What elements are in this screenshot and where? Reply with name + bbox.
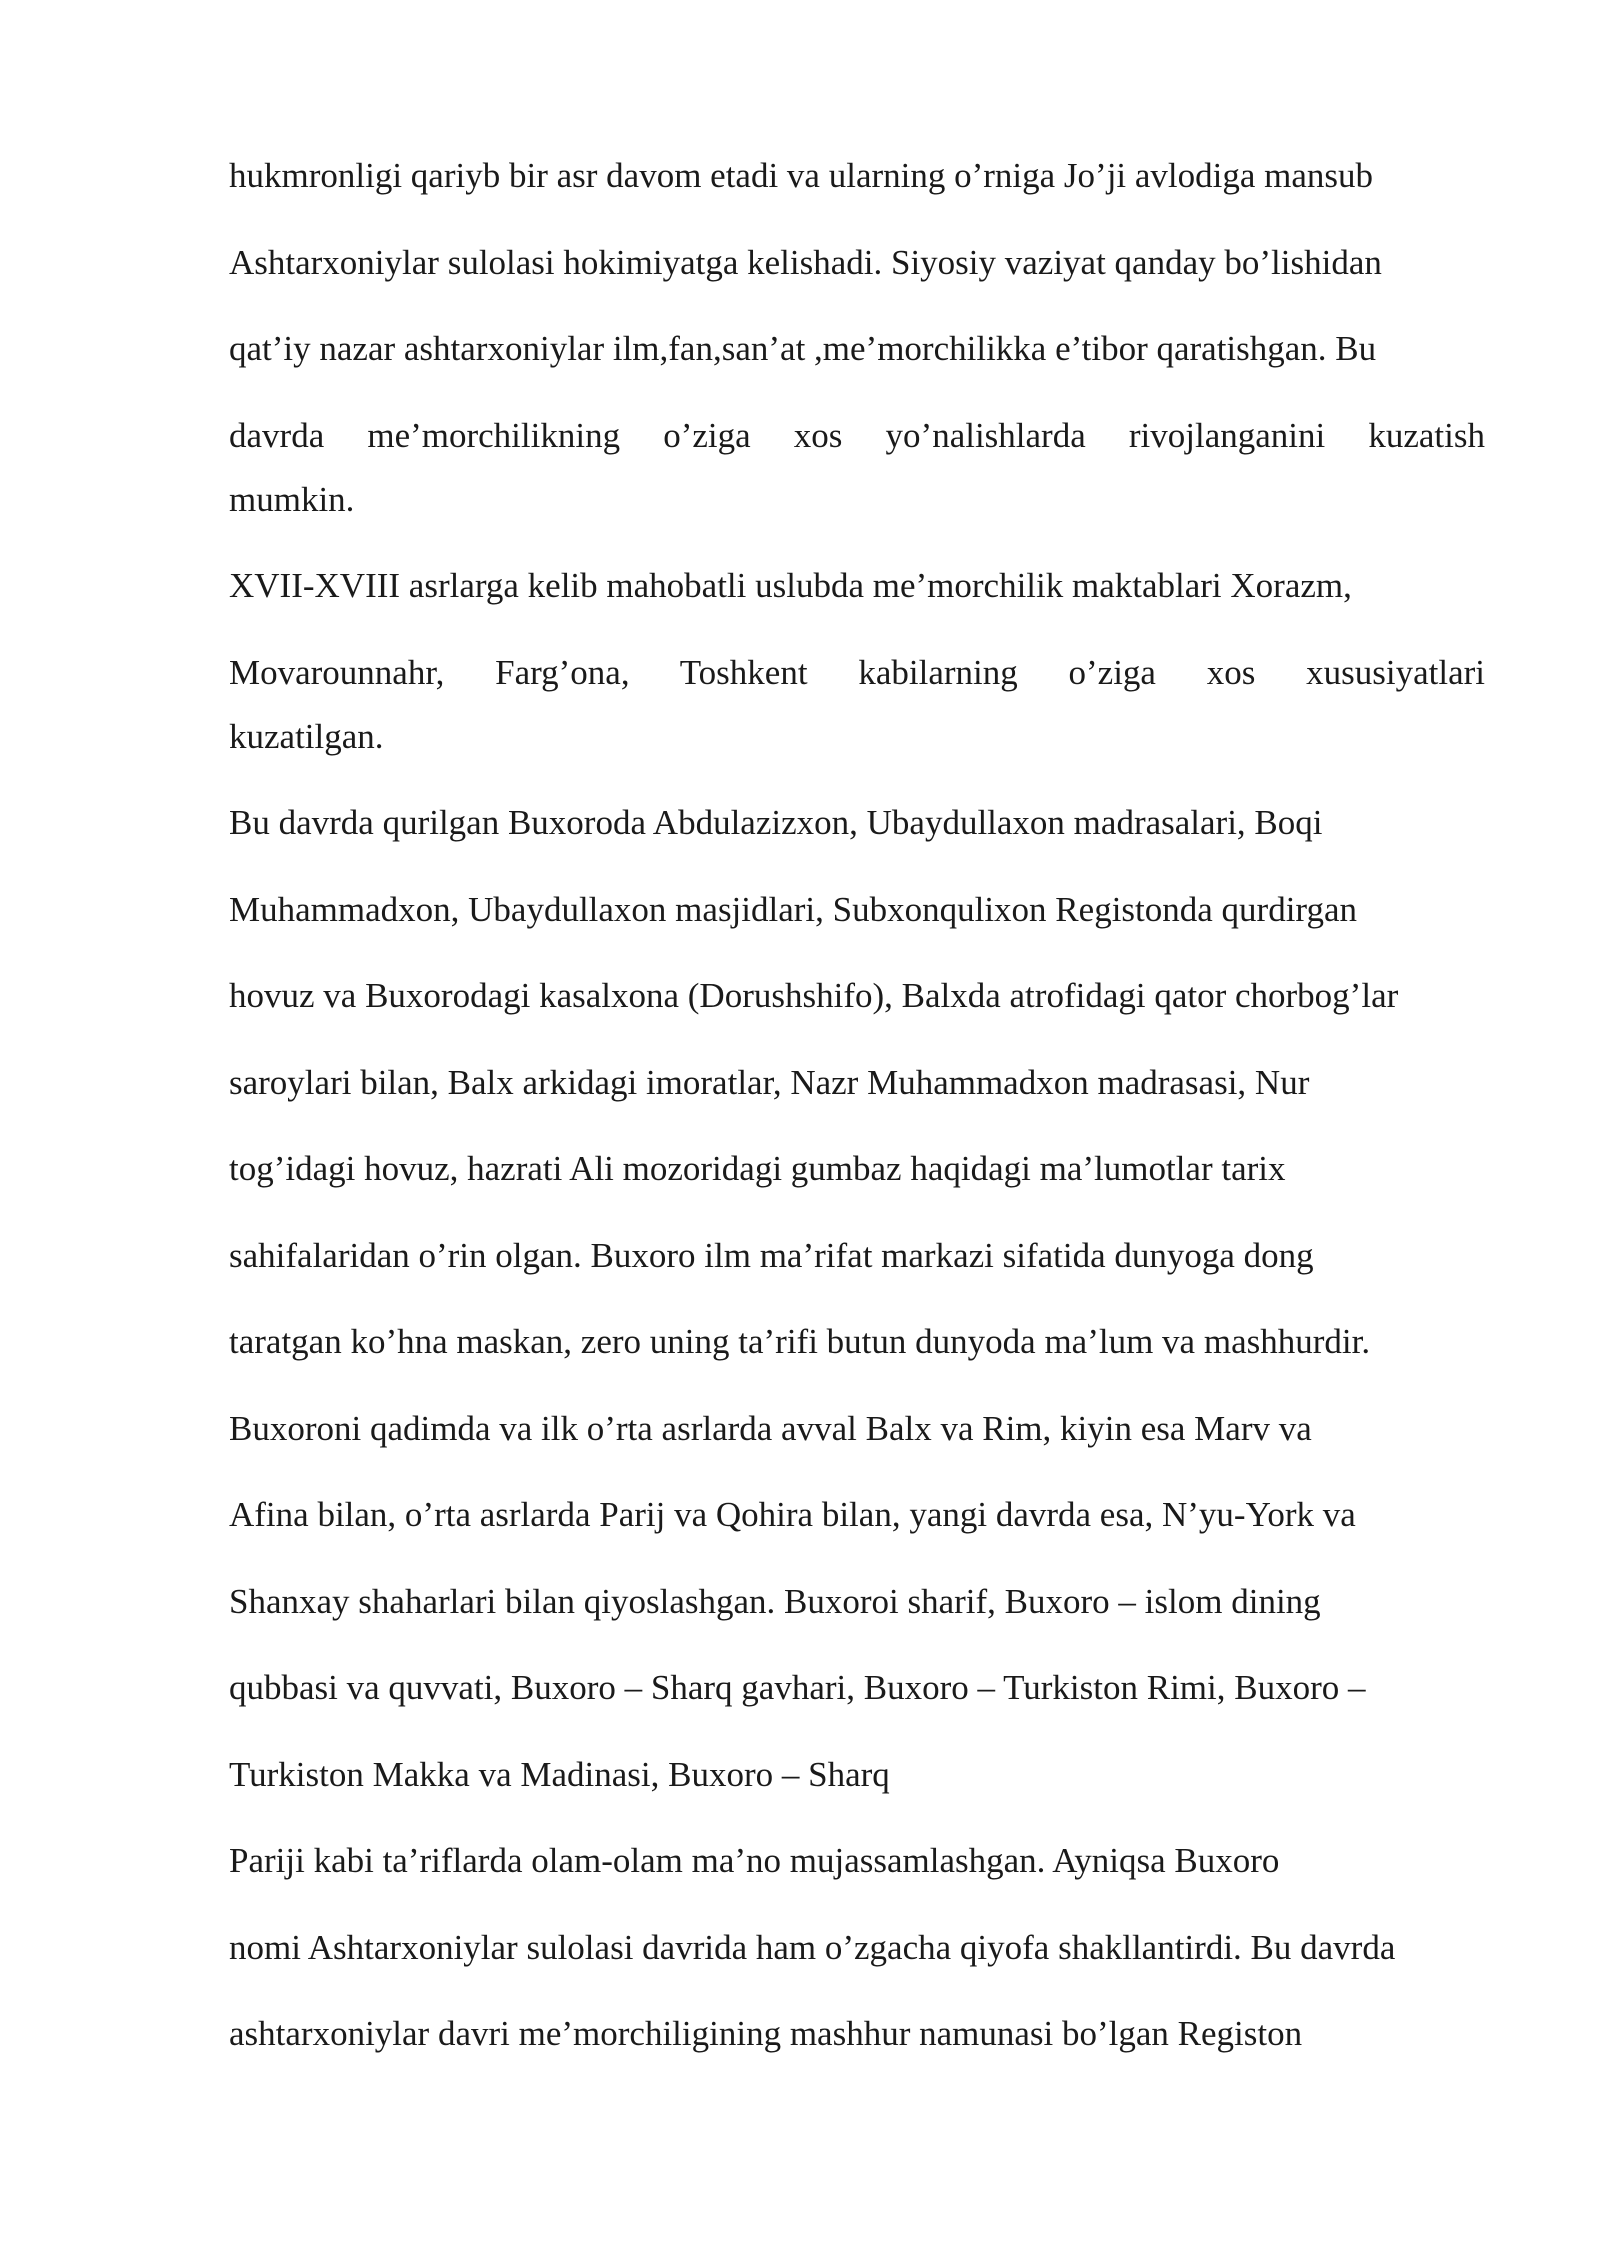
text-line: hukmronligi qariyb bir asr davom etadi va ularning o’rniga Jo’ji avlodiga mansub bbox=[229, 156, 1374, 195]
text-line: kuzatilgan. bbox=[229, 716, 384, 756]
text-line: XVII-XVIII asrlarga kelib mahobatli uslubda me’morchilik maktablari Xorazm, bbox=[229, 566, 1352, 605]
text-line: Movarounnahr, Farg’ona, Toshkent kabilarning o’ziga xos xususiyatlari bbox=[229, 652, 1485, 692]
text-line: qat’iy nazar ashtarxoniylar ilm,fan,san’at ,me’morchilikka e’tibor qaratishgan. Bu bbox=[229, 329, 1377, 368]
text-line: sahifalaridan o’rin olgan. Buxoro ilm ma’rifat markazi sifatida dunyoga dong bbox=[229, 1235, 1314, 1275]
text-line: Buxoroni qadimda va ilk o’rta asrlarda avval Balx va Rim, kiyin esa Marv va bbox=[229, 1408, 1312, 1448]
text-line: Turkiston Makka va Madinasi, Buxoro – Sharq bbox=[229, 1754, 890, 1794]
text-line: tog’idagi hovuz, hazrati Ali mozoridagi gumbaz haqidagi ma’lumotlar tarix bbox=[229, 1149, 1286, 1188]
text-line: nomi Ashtarxoniylar sulolasi davrida ham o’zgacha qiyofa shakllantirdi. Bu davrda bbox=[229, 1927, 1396, 1967]
text-line: Ashtarxoniylar sulolasi hokimiyatga kelishadi. Siyosiy vaziyat qanday bo’lishidan bbox=[229, 242, 1382, 282]
text-line: davrda me’morchilikning o’ziga xos yo’nalishlarda rivojlanganini kuzatish bbox=[229, 415, 1485, 455]
text-line: hovuz va Buxorodagi kasalxona (Dorushshifo), Balxda atrofidagi qator chorbog’lar bbox=[229, 976, 1399, 1015]
text-line: Shanxay shaharlari bilan qiyoslashgan. Buxoroi sharif, Buxoro – islom dining bbox=[229, 1581, 1321, 1621]
text-line: Afina bilan, o’rta asrlarda Parij va Qohira bilan, yangi davrda esa, N’yu-York va bbox=[229, 1495, 1356, 1534]
text-line: ashtarxoniylar davri me’morchiligining mashhur namunasi bo’lgan Registon bbox=[229, 2014, 1303, 2053]
text-line: Pariji kabi ta’riflarda olam-olam ma’no mujassamlashgan. Ayniqsa Buxoro bbox=[229, 1841, 1280, 1880]
body-text bbox=[229, 148, 1485, 2093]
text-line: Muhammadxon, Ubaydullaxon masjidlari, Subxonqulixon Registonda qurdirgan bbox=[229, 889, 1357, 929]
text-line: mumkin. bbox=[229, 479, 355, 519]
text-line: qubbasi va quvvati, Buxoro – Sharq gavhari, Buxoro – Turkiston Rimi, Buxoro – bbox=[229, 1668, 1366, 1707]
text-line: taratgan ko’hna maskan, zero uning ta’rifi butun dunyoda ma’lum va mashhurdir. bbox=[229, 1322, 1371, 1361]
text-line: saroylari bilan, Balx arkidagi imoratlar, Nazr Muhammadxon madrasasi, Nur bbox=[229, 1062, 1310, 1102]
text-line: Bu davrda qurilgan Buxoroda Abdulazizxon, Ubaydullaxon madrasalari, Boqi bbox=[229, 803, 1323, 842]
